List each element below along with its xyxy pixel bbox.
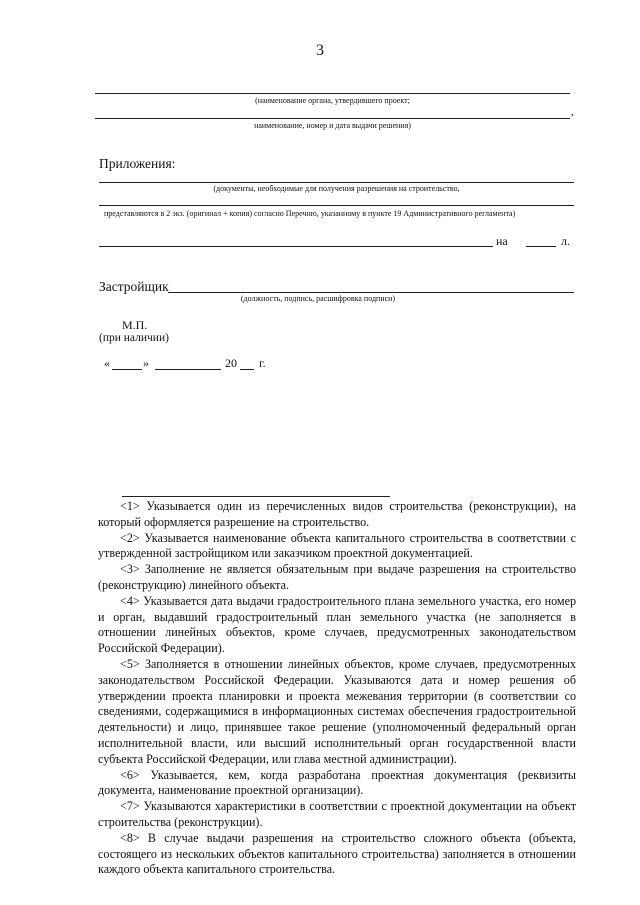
footnotes (98, 499, 576, 878)
developer-line (168, 292, 574, 293)
footnote-2: <2> Указывается наименование объекта капитального строительства в соответствии с утвержденной застройщиком или заказчиком проектной документацией. (98, 530, 576, 561)
decision-line (95, 118, 570, 119)
organ-trailing-comma: , (571, 106, 574, 118)
organ-caption: (наименование органа, утвердившего проект; (255, 96, 410, 105)
copies-note: представляются в 2 экз. (оригинал + копия) согласно Перечню, указанному в пункте 19 Административного регламента) (104, 209, 516, 218)
date-close-quote: » (143, 356, 149, 370)
attachments-line (99, 246, 493, 247)
footnote-8: <8> В случае выдачи разрешения на строительство сложного объекта (объекта, состоящего из нескольких объектов капитального строительства) заполняется в отношении каждого объекта капитального строительства. (98, 830, 576, 877)
date-day-line (112, 369, 142, 370)
footnote-separator (122, 496, 390, 497)
developer-caption: (должность, подпись, расшифровка подписи) (240, 294, 396, 303)
date-year-prefix: 20 (225, 356, 237, 370)
decision-caption: наименование, номер и дата выдачи решения) (254, 121, 411, 130)
organ-line (95, 93, 570, 94)
documents-caption: (документы, необходимые для получения разрешения на строительство, (213, 184, 460, 193)
footnote-1: <1> Указывается один из перечисленных видов строительства (реконструкции), на который оформляется разрешение на строительство. (98, 499, 576, 529)
attachments-label: Приложения: (99, 156, 176, 171)
on-label: на (496, 234, 508, 248)
date-year-suffix: г. (259, 356, 266, 370)
sheets-count-line (526, 246, 556, 247)
footnote-6: <6> Указывается, кем, когда разработана проектная документация (реквизиты документа, наименование проектной организации). (98, 767, 576, 798)
stamp-label: М.П. (122, 318, 148, 332)
copies-line (99, 205, 574, 206)
date-month-line (155, 369, 221, 370)
footnote-7: <7> Указываются характеристики в соответствии с проектной документации на объект строительства (реконструкции). (98, 799, 576, 829)
footnote-5: <5> Заполняется в отношении линейных объектов, кроме случаев, предусмотренных законодательством Российской Федерации. Указываются дата и номер решения об утверждении проекта планировки и проекта межевания территории (в соответствии со сведениями, содержащимися в информационных системах обеспечения градостроительной деятельности) и лицо, принявшее такое решение (уполномоченный федеральный орган исполнительной власти, или высший исполнительный орган государственной власти субъекта Российской Федерации, или глава местной администрации). (98, 656, 576, 766)
documents-line (99, 182, 574, 183)
page-number: 3 (316, 42, 324, 59)
developer-label: Застройщик (99, 279, 169, 294)
date-year-line (240, 369, 254, 370)
date-open-quote: « (104, 356, 110, 370)
footnote-3: <3> Заполнение не является обязательным при выдаче разрешения на строительство (реконструкцию) линейного объекта. (98, 562, 576, 592)
footnote-4: <4> Указывается дата выдачи градостроительного плана земельного участка, его номер и орган, выдавший градостроительный план земельного участка (не заполняется в отношении линейных объектов, кроме случаев, предусмотренных законодательством Российской Федерации). (98, 593, 576, 656)
stamp-note: (при наличии) (99, 332, 169, 344)
sheets-label: л. (561, 234, 570, 248)
